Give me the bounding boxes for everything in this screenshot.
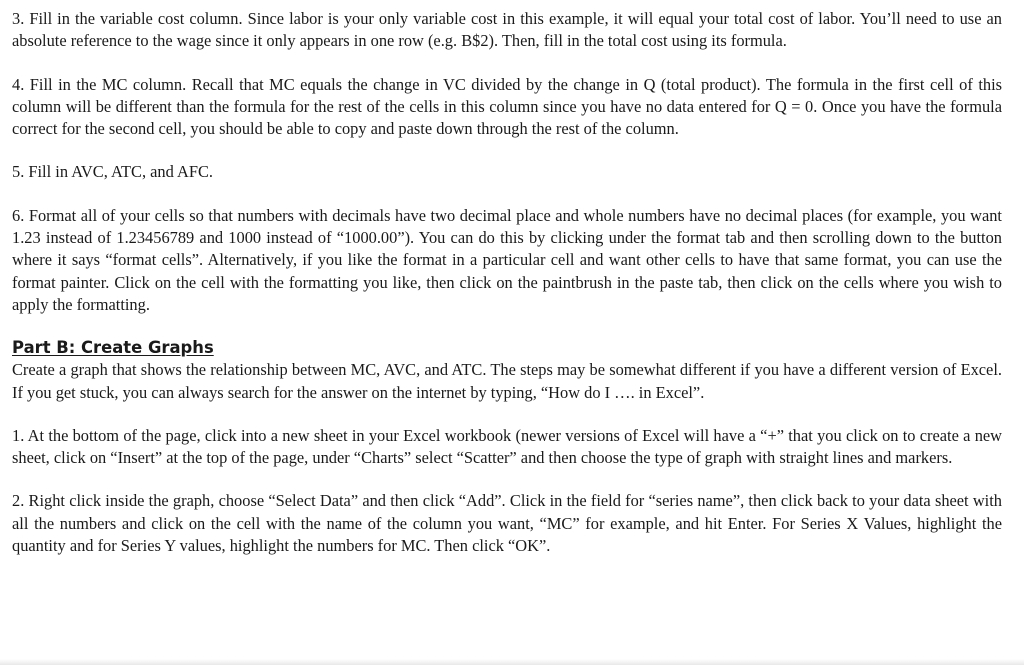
paragraph-gap	[12, 404, 1002, 425]
page-bottom-edge	[0, 659, 1024, 665]
paragraph-step-3: 3. Fill in the variable cost column. Since labor is your only variable cost in this example, it will equal your total cost of labor. You’ll need to use an absolute reference to the wage since it only appears in one row (e.g. B$2). Then, fill in the total cost using its formula.	[12, 9, 1002, 51]
paragraph-graph-step-1: 1. At the bottom of the page, click into a new sheet in your Excel workbook (newer versions of Excel will have a “+” that you click on to create a new sheet, click on “Insert” at the top of the page, under “Charts” select “Scatter” and then choose the type of graph with straight lines and markers.	[12, 425, 1002, 468]
paragraph-gap	[12, 184, 1002, 205]
paragraph-gap	[12, 140, 1002, 161]
paragraph-graph-step-2: 2. Right click inside the graph, choose “Select Data” and then click “Add”. Click in the field for “series name”, then click back to your data sheet with all the numbers and click on the cell with the name of the column you want, “MC” for example, and hit Enter. For Series X Values, highlight the quantity and for Series Y values, highlight the numbers for MC. Then click “OK”.	[12, 491, 1002, 556]
paragraph-step-6: 6. Format all of your cells so that numbers with decimals have two decimal place and whole numbers have no decimal places (for example, you want 1.23 instead of 1.23456789 and 1000 instead of “1000.00”). You can do this by clicking under the format tab and then scrolling down to the button where it says “format cells”. Alternatively, if you like the format in a particular cell and want other cells to have that same format, you can use the format painter. Click on the cell with the formatting you like, then click on the paintbrush in the paste tab, then click on the cells where you wish to apply the formatting.	[12, 205, 1002, 314]
paragraph-step-4: 4. Fill in the MC column. Recall that MC equals the change in VC divided by the change in Q (total product). The formula in the first cell of this column will be different than the formula for the rest of the cells in this column since you have no data entered for Q = 0. Once you have the formula correct for the second cell, you should be able to copy and paste down through the rest of the column.	[12, 74, 1002, 139]
paragraph-step-5: 5. Fill in AVC, ATC, and AFC.	[12, 162, 213, 182]
document-body	[12, 8, 1002, 557]
paragraph-gap	[12, 469, 1002, 490]
paragraph-part-b-intro: Create a graph that shows the relationship between MC, AVC, and ATC. The steps may be somewhat different if you have a different version of Excel. If you get stuck, you can always search for the answer on the internet by typing, “How do I …. in Excel”.	[12, 360, 1002, 402]
paragraph-gap	[12, 316, 1002, 337]
paragraph-gap	[12, 53, 1002, 74]
section-heading-part-b: Part B: Create Graphs	[12, 338, 214, 358]
